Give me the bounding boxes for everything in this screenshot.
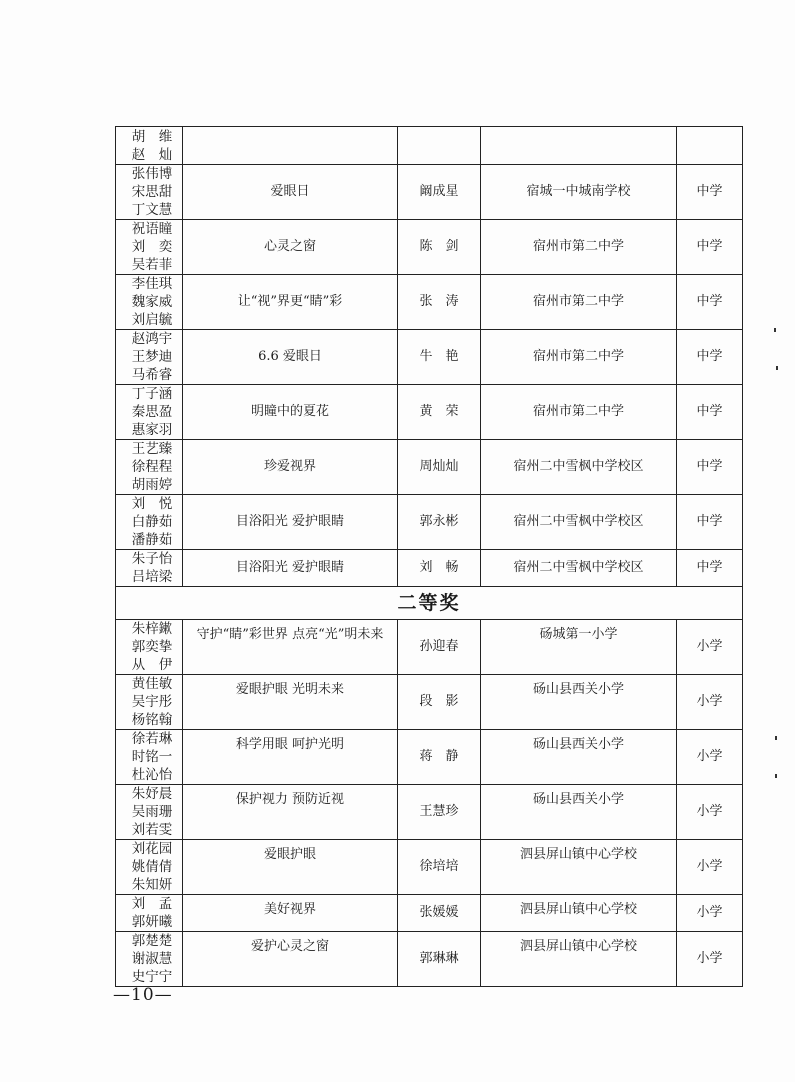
level-cell: 中学 (677, 550, 743, 587)
level-cell: 小学 (677, 730, 743, 785)
school-cell: 宿州市第二中学 (481, 330, 677, 385)
school-cell: 宿州二中雪枫中学校区 (481, 550, 677, 587)
table-row (116, 730, 743, 785)
teacher-cell: 王慧珍 (398, 785, 481, 840)
names-cell: 刘 孟 郭妍曦 (116, 895, 183, 932)
school-cell: 砀城第一小学 (481, 620, 677, 675)
names-cell: 李佳琪 魏家威 刘启毓 (116, 275, 183, 330)
names-cell: 郭楚楚 谢淑慧 史宁宁 (116, 932, 183, 987)
teacher-cell: 刘 畅 (398, 550, 481, 587)
school-cell: 泗县屏山镇中心学校 (481, 932, 677, 987)
level-cell (677, 127, 743, 165)
teacher-cell: 阚成星 (398, 165, 481, 220)
teacher-cell: 蒋 静 (398, 730, 481, 785)
level-cell: 中学 (677, 440, 743, 495)
school-cell: 泗县屏山镇中心学校 (481, 895, 677, 932)
names-cell: 朱妤晨 吴雨珊 刘若雯 (116, 785, 183, 840)
school-cell: 宿州市第二中学 (481, 275, 677, 330)
title-cell: 爱眼护眼 光明未来 (183, 675, 398, 730)
level-cell: 小学 (677, 620, 743, 675)
title-cell: 目浴阳光 爱护眼睛 (183, 495, 398, 550)
school-cell: 宿州二中雪枫中学校区 (481, 440, 677, 495)
teacher-cell: 陈 剑 (398, 220, 481, 275)
teacher-cell: 段 影 (398, 675, 481, 730)
title-cell: 目浴阳光 爱护眼睛 (183, 550, 398, 587)
title-cell: 珍爱视界 (183, 440, 398, 495)
second-prize-rows (116, 620, 743, 987)
title-cell: 让“视”界更“睛”彩 (183, 275, 398, 330)
teacher-cell: 郭琳琳 (398, 932, 481, 987)
level-cell: 小学 (677, 932, 743, 987)
first-prize-rows (116, 127, 743, 587)
school-cell: 宿州二中雪枫中学校区 (481, 495, 677, 550)
level-cell: 中学 (677, 220, 743, 275)
page-number: —10— (113, 985, 173, 1005)
teacher-cell: 牛 艳 (398, 330, 481, 385)
level-cell: 中学 (677, 165, 743, 220)
teacher-cell: 黄 荣 (398, 385, 481, 440)
level-cell: 小学 (677, 785, 743, 840)
section-title-second-prize: 二等奖 (116, 587, 743, 620)
table-row (116, 550, 743, 587)
names-cell: 朱梓鏉 郭奕挚 从 伊 (116, 620, 183, 675)
names-cell: 王艺臻 徐程程 胡雨婷 (116, 440, 183, 495)
level-cell: 中学 (677, 385, 743, 440)
teacher-cell: 周灿灿 (398, 440, 481, 495)
school-cell: 砀山县西关小学 (481, 730, 677, 785)
table-row (116, 620, 743, 675)
title-cell: 6.6 爱眼日 (183, 330, 398, 385)
table-row (116, 785, 743, 840)
table-row (116, 275, 743, 330)
scan-mark (775, 736, 777, 740)
teacher-cell: 张 涛 (398, 275, 481, 330)
names-cell: 张伟博 宋思甜 丁文慧 (116, 165, 183, 220)
school-cell: 砀山县西关小学 (481, 785, 677, 840)
names-cell: 祝语瞳 刘 奕 吴若菲 (116, 220, 183, 275)
level-cell: 中学 (677, 330, 743, 385)
level-cell: 中学 (677, 275, 743, 330)
names-cell: 赵鸿宇 王梦迪 马希睿 (116, 330, 183, 385)
title-cell: 心灵之窗 (183, 220, 398, 275)
table-row (116, 675, 743, 730)
names-cell: 刘花园 姚倩倩 朱知妍 (116, 840, 183, 895)
table-row (116, 932, 743, 987)
scan-mark (775, 774, 777, 778)
table-row (116, 127, 743, 165)
names-cell: 丁子涵 秦思盈 惠家羽 (116, 385, 183, 440)
level-cell: 小学 (677, 675, 743, 730)
table-row (116, 495, 743, 550)
table-row (116, 385, 743, 440)
level-cell: 中学 (677, 495, 743, 550)
title-cell: 爱眼日 (183, 165, 398, 220)
school-cell: 砀山县西关小学 (481, 675, 677, 730)
scan-mark (776, 366, 778, 370)
names-cell: 黄佳敏 吴宇彤 杨铭翰 (116, 675, 183, 730)
table-row (116, 895, 743, 932)
title-cell: 爱眼护眼 (183, 840, 398, 895)
school-cell: 宿州市第二中学 (481, 220, 677, 275)
teacher-cell: 孙迎春 (398, 620, 481, 675)
title-cell: 明瞳中的夏花 (183, 385, 398, 440)
title-cell: 守护“睛”彩世界 点亮“光”明未来 (183, 620, 398, 675)
title-cell: 科学用眼 呵护光明 (183, 730, 398, 785)
teacher-cell: 徐培培 (398, 840, 481, 895)
names-cell: 胡 维 赵 灿 (116, 127, 183, 165)
title-cell (183, 127, 398, 165)
names-cell: 朱子怡 吕培梁 (116, 550, 183, 587)
title-cell: 保护视力 预防近视 (183, 785, 398, 840)
table-row (116, 840, 743, 895)
school-cell: 泗县屏山镇中心学校 (481, 840, 677, 895)
table-row (116, 440, 743, 495)
teacher-cell: 郭永彬 (398, 495, 481, 550)
title-cell: 美好视界 (183, 895, 398, 932)
awards-table (115, 126, 743, 987)
names-cell: 刘 悦 白静茹 潘静茹 (116, 495, 183, 550)
section-header (116, 587, 743, 620)
teacher-cell (398, 127, 481, 165)
school-cell: 宿城一中城南学校 (481, 165, 677, 220)
title-cell: 爱护心灵之窗 (183, 932, 398, 987)
table-row (116, 220, 743, 275)
school-cell (481, 127, 677, 165)
table-row (116, 330, 743, 385)
table-row (116, 165, 743, 220)
level-cell: 小学 (677, 840, 743, 895)
names-cell: 徐若琳 时铭一 杜沁怡 (116, 730, 183, 785)
school-cell: 宿州市第二中学 (481, 385, 677, 440)
teacher-cell: 张媛媛 (398, 895, 481, 932)
level-cell: 小学 (677, 895, 743, 932)
scan-mark (774, 328, 776, 332)
